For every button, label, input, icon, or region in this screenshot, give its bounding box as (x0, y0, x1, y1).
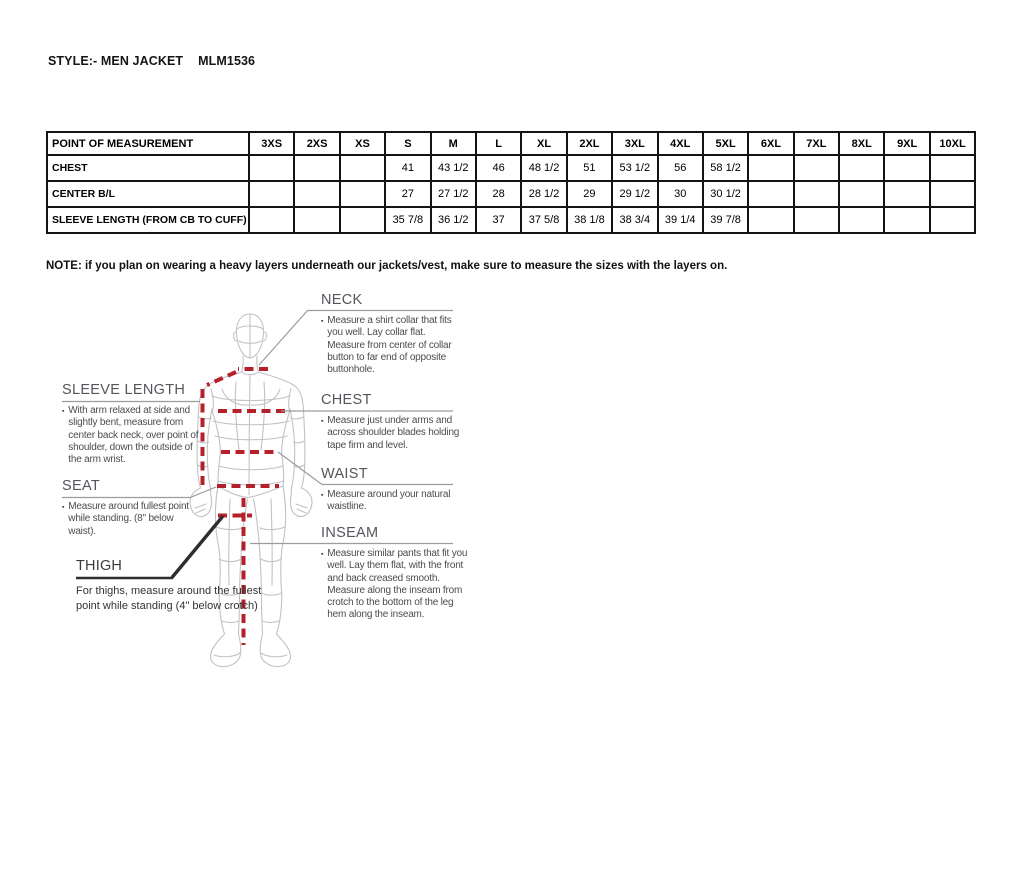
measurement-value-cell (294, 207, 339, 233)
size-column-header: M (431, 132, 476, 155)
size-column-header: XS (340, 132, 385, 155)
measurement-diagram (0, 285, 1024, 685)
measurement-value-cell: 39 1/4 (658, 207, 703, 233)
header-row (47, 132, 975, 155)
size-column-header: 5XL (703, 132, 748, 155)
table-row (47, 207, 975, 233)
style-label: STYLE:- MEN JACKET (48, 54, 184, 68)
size-column-header: 8XL (839, 132, 884, 155)
measurement-value-cell (748, 207, 793, 233)
measurement-row-label: CHEST (47, 155, 249, 181)
measurement-value-cell (884, 181, 929, 207)
bullet-square-icon: ▪ (62, 504, 65, 511)
size-column-header: 2XL (567, 132, 612, 155)
bullet-square-icon: ▪ (321, 551, 324, 558)
measurement-value-cell (794, 181, 839, 207)
section-text-seat: Measure around fullest point while standing. (8" below waist). (68, 501, 189, 537)
bullet-square-icon: ▪ (321, 318, 324, 325)
measurement-value-cell: 27 1/2 (431, 181, 476, 207)
measurement-value-cell: 56 (658, 155, 703, 181)
measurement-value-cell (294, 155, 339, 181)
measurement-value-cell: 29 1/2 (612, 181, 657, 207)
measurement-value-cell (294, 181, 339, 207)
guide-section-sleeve-length (62, 382, 206, 466)
section-title-sleeve-length: SLEEVE LENGTH (62, 382, 186, 398)
measurement-value-cell: 39 7/8 (703, 207, 748, 233)
measurement-value-cell (748, 155, 793, 181)
size-column-header: L (476, 132, 521, 155)
measurement-value-cell (340, 181, 385, 207)
bullet-square-icon: ▪ (321, 418, 324, 425)
measurement-value-cell: 27 (385, 181, 430, 207)
measurement-value-cell: 41 (385, 155, 430, 181)
measurement-value-cell (249, 155, 294, 181)
measurement-row-label: SLEEVE LENGTH (FROM CB TO CUFF) (47, 207, 249, 233)
size-column-header: S (385, 132, 430, 155)
measurement-value-cell (794, 155, 839, 181)
style-code: MLM1536 (198, 54, 256, 68)
section-title-thigh: THIGH (76, 558, 123, 574)
guide-section-thigh (76, 558, 268, 613)
size-column-header: 10XL (930, 132, 975, 155)
measurement-value-cell: 38 3/4 (612, 207, 657, 233)
section-title-chest: CHEST (321, 392, 372, 408)
measurement-value-cell: 43 1/2 (431, 155, 476, 181)
table-row (47, 181, 975, 207)
size-column-header: 3XS (249, 132, 294, 155)
section-text-chest: Measure just under arms and across shoulder blades holding tape firm and level. (327, 415, 460, 451)
measurement-value-cell (794, 207, 839, 233)
guide-section-chest (321, 392, 465, 452)
measurement-value-cell: 30 1/2 (703, 181, 748, 207)
measurement-value-cell (249, 207, 294, 233)
size-column-header: 6XL (748, 132, 793, 155)
measurement-value-cell: 37 5/8 (521, 207, 566, 233)
size-column-header: 2XS (294, 132, 339, 155)
measurement-value-cell (249, 181, 294, 207)
section-text-inseam: Measure similar pants that fit you well. Lay them flat, with the front and back creased smooth. Measure along the inseam from crotch to the bottom of the leg hem along the inseam. (327, 548, 468, 621)
note-text: NOTE: if you plan on wearing a heavy layers underneath our jackets/vest, make sure to measure the sizes with the layers on. (46, 260, 728, 272)
measurement-value-cell: 46 (476, 155, 521, 181)
measurement-value-cell: 36 1/2 (431, 207, 476, 233)
measurement-value-cell (930, 155, 975, 181)
point-of-measurement-header: POINT OF MEASUREMENT (47, 132, 249, 155)
measurement-value-cell: 48 1/2 (521, 155, 566, 181)
guide-section-neck (321, 292, 465, 376)
measurement-value-cell (839, 155, 884, 181)
measurement-value-cell: 37 (476, 207, 521, 233)
guide-section-inseam (321, 525, 471, 622)
measurement-row-label: CENTER B/L (47, 181, 249, 207)
bullet-square-icon: ▪ (62, 408, 65, 415)
measurement-value-cell: 35 7/8 (385, 207, 430, 233)
measurement-value-cell: 28 1/2 (521, 181, 566, 207)
section-text-sleeve-length: With arm relaxed at side and slightly bent, measure from center back neck, over point of shoulder, down the outside of the arm wrist. (68, 405, 199, 466)
measurement-value-cell (884, 155, 929, 181)
size-column-header: XL (521, 132, 566, 155)
measurement-value-cell: 28 (476, 181, 521, 207)
section-title-inseam: INSEAM (321, 525, 379, 541)
size-column-header: 9XL (884, 132, 929, 155)
measurement-value-cell: 38 1/8 (567, 207, 612, 233)
measurement-value-cell: 53 1/2 (612, 155, 657, 181)
section-text-waist: Measure around your natural waistline. (327, 489, 451, 513)
style-title (48, 54, 255, 68)
guide-section-waist (321, 466, 463, 514)
guide-section-seat (62, 478, 194, 538)
measurement-value-cell: 58 1/2 (703, 155, 748, 181)
section-text-neck: Measure a shirt collar that fits you well. Lay collar flat. Measure from center of collar button to far end of opposite buttonhole. (327, 315, 452, 376)
measurement-value-cell (340, 207, 385, 233)
measurement-value-cell (930, 181, 975, 207)
section-title-neck: NECK (321, 292, 363, 308)
measurement-value-cell (839, 181, 884, 207)
measurement-value-cell (839, 207, 884, 233)
measurement-value-cell (930, 207, 975, 233)
size-table (46, 131, 976, 234)
measurement-value-cell (340, 155, 385, 181)
table-row (47, 155, 975, 181)
measurement-value-cell: 29 (567, 181, 612, 207)
section-title-seat: SEAT (62, 478, 100, 494)
measurement-value-cell (748, 181, 793, 207)
measurement-value-cell: 30 (658, 181, 703, 207)
section-text-thigh: For thighs, measure around the fullest point while standing (4" below crotch) (76, 585, 262, 612)
measurement-value-cell (884, 207, 929, 233)
size-column-header: 3XL (612, 132, 657, 155)
bullet-square-icon: ▪ (321, 492, 324, 499)
size-column-header: 4XL (658, 132, 703, 155)
size-column-header: 7XL (794, 132, 839, 155)
measurement-value-cell: 51 (567, 155, 612, 181)
section-title-waist: WAIST (321, 466, 368, 482)
